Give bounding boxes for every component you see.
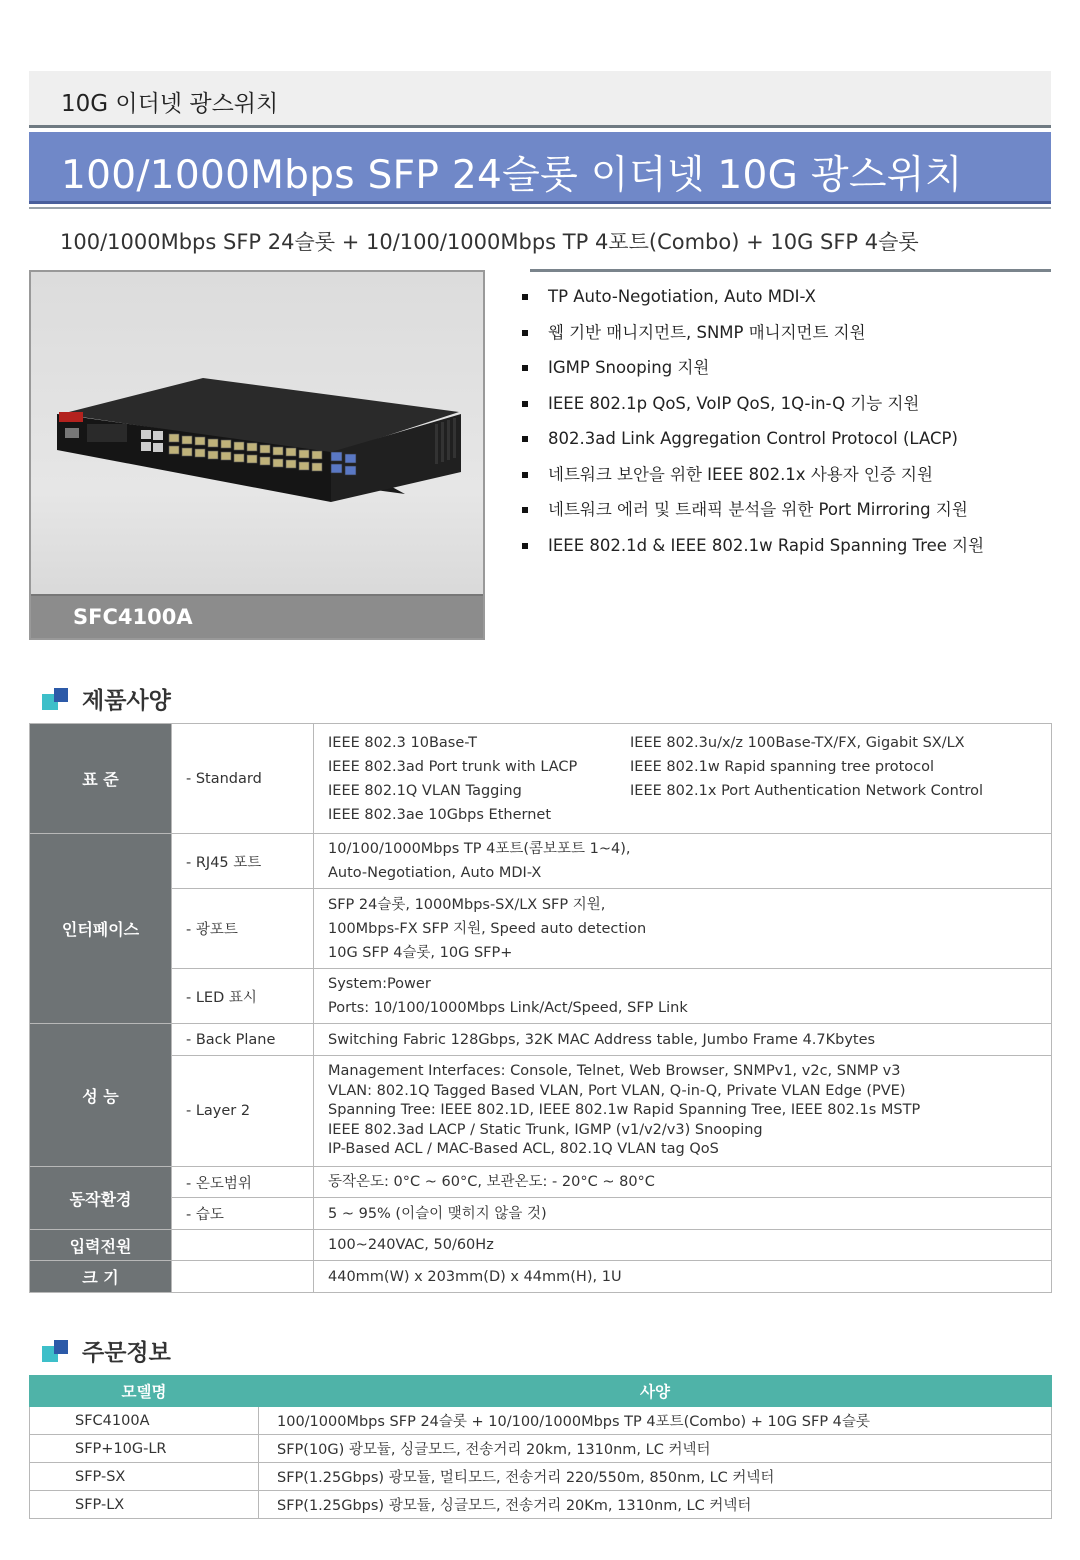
spec-subcategory: - RJ45 포트 xyxy=(172,834,314,889)
spec-table xyxy=(29,723,1052,1293)
spec-subcategory xyxy=(172,1230,314,1261)
spec-subcategory: - Standard xyxy=(172,724,314,834)
bullet-icon xyxy=(522,507,528,513)
spec-value: SFP 24슬롯, 1000Mbps-SX/LX SFP 지원, 100Mbps-FX SFP 지원, Speed auto detection 10G SFP 4슬롯, 10G SFP+ xyxy=(314,889,1052,969)
product-model-text: SFC4100A xyxy=(73,605,193,629)
spec-subcategory: - 습도 xyxy=(172,1198,314,1230)
category-bar xyxy=(29,71,1051,128)
spec-value: 5 ~ 95% (이슬이 맺히지 않을 것) xyxy=(314,1198,1052,1230)
spec-section-title: 제품사양 xyxy=(82,688,171,714)
feature-item: 네트워크 보안을 위한 IEEE 802.1x 사용자 인증 지원 xyxy=(520,465,1060,501)
feature-item: IGMP Snooping 지원 xyxy=(520,358,1060,394)
feature-item: 802.3ad Link Aggregation Control Protocol (LACP) xyxy=(520,429,1060,465)
order-header-spec: 사양 xyxy=(259,1376,1052,1407)
order-header-model: 모델명 xyxy=(30,1376,259,1407)
order-model: SFP-SX xyxy=(30,1463,259,1491)
feature-list xyxy=(520,287,1060,571)
spec-row-led xyxy=(30,969,1052,1024)
spec-category: 입력전원 xyxy=(30,1230,172,1261)
table-row xyxy=(30,1491,1052,1519)
spec-category: 크 기 xyxy=(30,1261,172,1293)
spec-row-temperature xyxy=(30,1167,1052,1198)
page-title: 100/1000Mbps SFP 24슬롯 이더넷 10G 광스위치 xyxy=(61,153,963,198)
bullet-icon xyxy=(522,543,528,549)
spec-row-humidity xyxy=(30,1198,1052,1230)
order-table-header xyxy=(30,1376,1052,1407)
spec-value: 440mm(W) x 203mm(D) x 44mm(H), 1U xyxy=(314,1261,1052,1293)
spec-subcategory: - 광포트 xyxy=(172,889,314,969)
spec-category: 성 능 xyxy=(30,1024,172,1167)
feature-item: IEEE 802.1d & IEEE 802.1w Rapid Spanning Tree 지원 xyxy=(520,536,1060,572)
feature-item: 웹 기반 매니지먼트, SNMP 매니지먼트 지원 xyxy=(520,323,1060,359)
spec-row-rj45 xyxy=(30,834,1052,889)
spec-value: System:Power Ports: 10/100/1000Mbps Link/Act/Speed, SFP Link xyxy=(314,969,1052,1024)
bullet-icon xyxy=(522,401,528,407)
category-label: 10G 이더넷 광스위치 xyxy=(61,91,279,117)
product-model-label xyxy=(31,594,483,638)
bullet-icon xyxy=(522,436,528,442)
order-model: SFC4100A xyxy=(30,1407,259,1435)
title-bar xyxy=(29,132,1051,204)
spec-subcategory: - Layer 2 xyxy=(172,1056,314,1167)
order-model: SFP-LX xyxy=(30,1491,259,1519)
bullet-icon xyxy=(522,472,528,478)
feature-item: IEEE 802.1p QoS, VoIP QoS, 1Q-in-Q 기능 지원 xyxy=(520,394,1060,430)
switch-device-image xyxy=(31,272,483,594)
spec-row-size xyxy=(30,1261,1052,1293)
brand-logo xyxy=(59,412,83,422)
spec-subcategory: - Back Plane xyxy=(172,1024,314,1056)
spec-value: 10/100/1000Mbps TP 4포트(콤보포트 1~4), Auto-Negotiation, Auto MDI-X xyxy=(314,834,1052,889)
spec-value: 100~240VAC, 50/60Hz xyxy=(314,1230,1052,1261)
order-section-title: 주문정보 xyxy=(82,1340,171,1366)
section-square-icon xyxy=(42,1340,70,1362)
spec-category: 표 준 xyxy=(30,724,172,834)
order-spec: SFP(10G) 광모듈, 싱글모드, 전송거리 20km, 1310nm, LC 커넥터 xyxy=(259,1435,1052,1463)
table-row xyxy=(30,1463,1052,1491)
spec-subcategory: - LED 표시 xyxy=(172,969,314,1024)
table-row xyxy=(30,1407,1052,1435)
spec-row-standard xyxy=(30,724,1052,834)
spec-row-power xyxy=(30,1230,1052,1261)
spec-subcategory xyxy=(172,1261,314,1293)
spec-category: 동작환경 xyxy=(30,1167,172,1230)
spec-row-optical xyxy=(30,889,1052,969)
spec-value: IEEE 802.3 10Base-T IEEE 802.3ad Port trunk with LACP IEEE 802.1Q VLAN Tagging IEEE 802.3ae 10Gbps Ethernet IEEE 802.3u/x/z 100Base-TX/FX, Gigabit SX/LX IEEE 802.1w Rapid spanning tree protocol IEEE 802.1x Port Authentication Network Control xyxy=(314,724,1052,834)
section-square-icon xyxy=(42,688,70,710)
spec-row-layer2 xyxy=(30,1056,1052,1167)
feature-item: 네트워크 에러 및 트래픽 분석을 위한 Port Mirroring 지원 xyxy=(520,500,1060,536)
feature-divider xyxy=(530,269,1051,272)
order-table xyxy=(29,1375,1052,1519)
table-row xyxy=(30,1435,1052,1463)
bullet-icon xyxy=(522,294,528,300)
title-divider xyxy=(29,207,1051,209)
spec-value: Switching Fabric 128Gbps, 32K MAC Address table, Jumbo Frame 4.7Kbytes xyxy=(314,1024,1052,1056)
feature-item: TP Auto-Negotiation, Auto MDI-X xyxy=(520,287,1060,323)
order-spec: 100/1000Mbps SFP 24슬롯 + 10/100/1000Mbps TP 4포트(Combo) + 10G SFP 4슬롯 xyxy=(259,1407,1052,1435)
bullet-icon xyxy=(522,365,528,371)
spec-row-backplane xyxy=(30,1024,1052,1056)
page-subtitle: 100/1000Mbps SFP 24슬롯 + 10/100/1000Mbps TP 4포트(Combo) + 10G SFP 4슬롯 xyxy=(60,230,919,254)
spec-value: Management Interfaces: Console, Telnet, Web Browser, SNMPv1, v2c, SNMP v3 VLAN: 802.1Q Tagged Based VLAN, Port VLAN, Q-in-Q, Private VLAN Edge (PVE) Spanning Tree: IEEE 802.1D, IEEE 802.1w Rapid Spanning Tree, IEEE 802.1s MSTP IEEE 802.3ad LACP / Static Trunk, IGMP (v1/v2/v3) Snooping IP-Based ACL / MAC-Based ACL, 802.1Q VLAN tag QoS xyxy=(314,1056,1052,1167)
spec-subcategory: - 온도범위 xyxy=(172,1167,314,1198)
spec-value: 동작온도: 0°C ~ 60°C, 보관온도: - 20°C ~ 80°C xyxy=(314,1167,1052,1198)
product-image-box xyxy=(29,270,485,640)
bullet-icon xyxy=(522,330,528,336)
order-spec: SFP(1.25Gbps) 광모듈, 멀티모드, 전송거리 220/550m, 850nm, LC 커넥터 xyxy=(259,1463,1052,1491)
order-model: SFP+10G-LR xyxy=(30,1435,259,1463)
order-spec: SFP(1.25Gbps) 광모듈, 싱글모드, 전송거리 20Km, 1310nm, LC 커넥터 xyxy=(259,1491,1052,1519)
spec-category: 인터페이스 xyxy=(30,834,172,1024)
